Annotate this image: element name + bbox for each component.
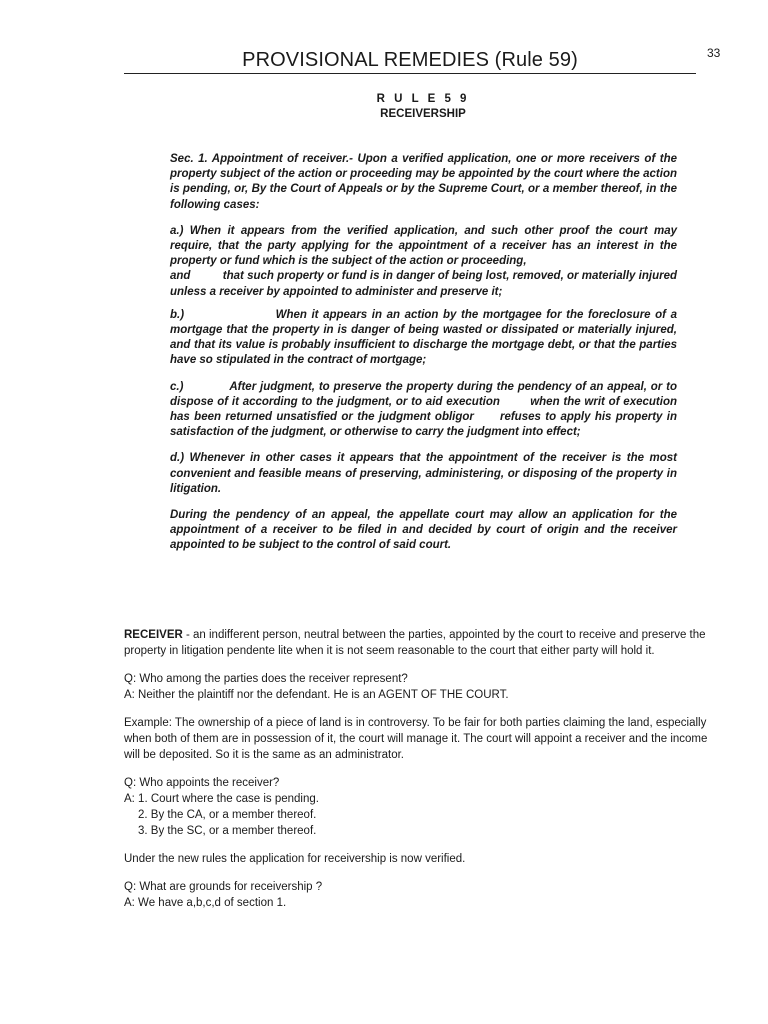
clause-a-paragraph [170, 224, 681, 300]
question-grounds: Q: What are grounds for receivership ? [124, 881, 323, 893]
rule-heading: R U L E 5 9 [376, 93, 470, 105]
legal-provision-block [170, 152, 681, 565]
clause-a-line2: and that such property or fund is in danger of being lost, removed, or materially injured unless a receiver by appointed to administer and preserve it; [170, 270, 681, 298]
clause-b-paragraph: b.) When it appears in an action by the mortgagee for the foreclosure of a mortgage that the property in is danger of being wasted or dissipated or materially injured, and that its value is probably insufficient to discharge the mortgage debt, or that the parties have so stipulated in the contract of mortgage; [170, 308, 681, 367]
receiver-definition-text: - an indifferent person, neutral between the parties, appointed by the court to receive and preserve the property in litigation pendente lite when it is not seem reasonable to the court that either party will hold it. [124, 629, 706, 657]
clause-a-line1: a.) When it appears from the verified application, and such other proof the court may require, that the party applying for the appointment of a receiver has an interest in the property or fund which is the subject of the action or proceeding, [170, 224, 677, 268]
qa-appoints [124, 775, 712, 839]
page-header-title: PROVISIONAL REMEDIES (Rule 59) [242, 49, 578, 71]
qa-represent [124, 671, 712, 703]
appeal-paragraph: During the pendency of an appeal, the appellate court may allow an application for the appointment of a receiver to be filed in and decided by court of origin and the receiver appointed to be subject to the control of said court. [170, 509, 677, 552]
receiver-definition [124, 627, 712, 659]
question-represent: Q: Who among the parties does the receiver represent? [124, 673, 408, 685]
example-paragraph: Example: The ownership of a piece of land is in controversy. To be fair for both parties claiming the land, especially when both of them are in possession of it, the court will manage it. The court will appoint a receiver and the income will be deposited. So it is the same as an administrator. [124, 717, 708, 761]
clause-c-paragraph: c.) After judgment, to preserve the property during the pendency of an appeal, or to dispose of it according to the judgment, or to aid execution when the writ of execution has been returned unsatisfied or the judgment obligor refuses to apply his property in satisfaction of the judgment, or otherwise to carry the judgment into effect; [170, 380, 681, 439]
question-appoints: Q: Who appoints the receiver? [124, 777, 280, 789]
answer-grounds: A: We have a,b,c,d of section 1. [124, 897, 287, 909]
receiver-term: RECEIVER [124, 629, 183, 641]
header-divider [124, 73, 696, 74]
section-1-paragraph: Sec. 1. Appointment of receiver.- Upon a verified application, one or more receivers of the property subject of the action or proceeding may be appointed by the court where the action is pending, or, By the Court of Appeals or by the Supreme Court, or a member thereof, in the following cases: [170, 153, 677, 211]
answer-appoints-3: 3. By the SC, or a member thereof. [138, 825, 317, 837]
new-rules-paragraph: Under the new rules the application for receivership is now verified. [124, 853, 466, 865]
answer-appoints-2: 2. By the CA, or a member thereof. [138, 809, 317, 821]
clause-d-paragraph: d.) Whenever in other cases it appears that the appointment of the receiver is the most convenient and feasible means of preserving, administering, or disposing of the property in litigation. [170, 452, 677, 495]
answer-represent: A: Neither the plaintiff nor the defendant. He is an AGENT OF THE COURT. [124, 689, 509, 701]
rule-subheading: RECEIVERSHIP [380, 108, 466, 120]
answer-appoints-1: A: 1. Court where the case is pending. [124, 793, 319, 805]
lecture-notes-block [124, 627, 712, 923]
qa-grounds [124, 879, 712, 911]
page-number: 33 [707, 46, 721, 60]
